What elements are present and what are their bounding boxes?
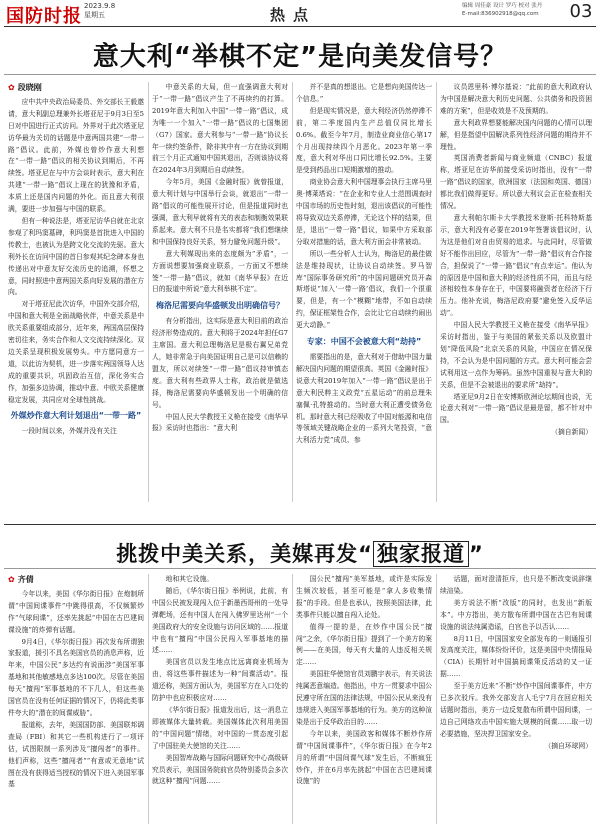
paragraph: 美国官员以发生地点比远离商业机场为由，将这些事件描述为一种“间谍活动”。报道还称，美国方面认为，美国军方在入口处的防护中也应积极应对…… (152, 658, 288, 703)
editor-credits (462, 2, 542, 18)
article1-column-3 (296, 82, 432, 502)
headline-rule (4, 74, 596, 75)
newspaper-logo: 国防时报 (6, 6, 82, 27)
paragraph: 商业协会意大利中国理事会执行主席马里奥·博莱塔说：“在企业和专业人士范围调查时中国市场的历史性时刻，退出该倡议的可能性将导致双边关系停滞，无论这个样的结果，但是，退出“一带一路”倡议，如果中方采取部分取对措施的话，意大利方面会非常被动。 (296, 178, 432, 246)
column-divider (292, 574, 293, 824)
paragraph: 美国驻华使馆官员刘鹏宇表示，有关说法纯属恶意编造。他指出，中方一贯要求中国公民遵守所在国的法律法规，中国公民从来没有违规进入美国军事基地的行为。美方的这种渲染是出于反华政治目的…… (296, 670, 432, 726)
subheading: 专家：中国不会被意大利“劫持” (306, 337, 422, 347)
article1-byline (8, 82, 144, 94)
author-mark-icon: ✿ (8, 575, 15, 584)
article2-column-2 (152, 574, 288, 824)
page-number: 03 (569, 1, 593, 22)
headline-text: 挑拨中美关系，美媒再发“ (116, 542, 373, 566)
issue-weekday: 星期五 (84, 11, 105, 19)
paragraph: 9月4日，《华尔街日报》再次发布所谓独家报道，援引不具名美国官员的消息声称，近年来，中国公民“多达约有说面涉”美国军事基地和其他敏感地点多达100次。尽管在美国每天“擅闯”军事基地的不下几人，但这些美国官员在没有任何证据的情况下，仍将此类事件夸大的“潜在的间谍威胁”。 (8, 637, 144, 717)
article1-column-2 (152, 82, 288, 502)
paragraph: 塔亚尼9月2日在安博斯欧洲论坛期间也说，无论意大利对“一带一路”倡议是最是留，都不针对中国。 (440, 392, 592, 425)
column-divider (436, 82, 437, 502)
paragraph: 《华尔街日报》报道发出后，这一消息立即被媒体大量转载。美国媒体此次利用美国的“中国问题”情绪，对中国的一贯态度引起了中国驻美大使馆的关注…… (152, 705, 288, 750)
paragraph: 中意关系的大局，但一直强调意大利对于“一带一路”倡议产生了不再续约的打算。2019年意大利加入中国“一带一路”倡议，成为唯一一个加入“一带一路”倡议的七国集团（G7）国家。意大利参与“一带一路”协议长年一续约签条件，除非其中有一方在协议到期前三个月正式通知中国其退出，否则该协议将在2024年3月到期后自动续签。 (152, 83, 288, 175)
paragraph: 报道称，去年，美国国防部、美国联邦调查局（FBI）和其它一些机构进行了一项评估，试图限制一系列涉及“擅闯者”的事件。他们声称，这些“擅闯者”“有意或无意地”试图在没有获得适当授权的情况下进入美国军事基 (8, 720, 144, 789)
paragraph: 意大利帕尔斯卡大学教授米登斯·托科特斯基示，意大利没有必要在2019年签署该倡议时，认为这是他们对自由贸易的追求。与此同时，尽管做好不能作出回应，尽管为“一带一路”倡议有合作接合，担保说了“一带一路”倡议“有点幸运”。他认为的原因是中国和意大利的经济性质不同，而且与经济相较性本身存在于，中国要将融资者在经济下行压力。他补充说，梅洛尼政府要“避免签入反华运动”。 (440, 213, 592, 318)
editor-line: 编辑 周佳豪 设计 罗巧 校对 张丹 (462, 3, 543, 9)
headline-text-end: ” (469, 542, 484, 566)
paragraph: 需要指出的是，意大利对于借助中国力量解决国内问题的期望很高。英国《金融时报》说意大利2019年加入“一带一路”倡议是出于意大利民粹主义政党“五星运动”的前总理朱塞佩·孔特推动的。当时意大利正遭受债务危机。那时意大利已经吸收了中国对能源和电信等领域关键战略企业的一系列大笔投资，“意大利活力党”成员、参 (296, 353, 432, 445)
section-title: 热点 (270, 6, 317, 24)
paragraph: 但是现实情况是，意大利经济仍然停滞不前，第二季度国内生产总值仅同比增长0.6%。截至今年7月，制造业商业信心第17个月出现持续四个月恶化。2023年第一季度，意大利对华出口同比增长92.5%。主要是受到药品出口短期激增的推动。 (296, 106, 432, 175)
paragraph: 值得一提的是，在炒作中国公民“擅闯”之余，《华尔街日报》提到了一个美方的案例——在美国，每天有大量的人违反相关规定…… (296, 622, 432, 667)
article2-column-4 (440, 574, 592, 824)
subheading: 梅洛尼需要向华盛顿发出明确信号？ (156, 301, 284, 311)
article1-headline: 意大利“举棋不定”是向美发信号？ (92, 42, 508, 72)
paragraph: 一段时间以来，外媒并没有关注 (21, 427, 117, 436)
paragraph: 但有一种说法是，塔亚尼访华自就在北京参观了利玛窦墓碑，利玛窦是首批进入中国的传教士，也被认为是跨文化交流的先驱。意大利外长在访问中国的首日参观其纪念碑本身也传递出对中意友好交流历史的追溯，怀想之意，同时照进中意两国关系向好发展的潜在方向。 (8, 216, 144, 297)
paragraph: 美国智库战略与国际问题研究中心高级研究员表示，美国国务院前官员特别委员会多次就这种“擅闯”问题…… (152, 753, 288, 786)
column-divider (436, 574, 437, 824)
issue-info (84, 2, 115, 20)
article2-source: （摘自环球网） (544, 741, 592, 750)
article2-byline (8, 574, 144, 586)
paragraph: 今年5月，美国《金融时报》就曾报道，意大利计划与中国举行会谈，就退出“一带一路”倡议的可能性展开讨论，但是报道同时也强调，意大利早就将有关的表态和制衡效果联系起来。意大利不只是名实都将“我们想继续和中国保持良好关系，努力避免问题升级”。 (152, 178, 288, 246)
paragraph: 意大利政界想要能解决国内问题的心情可以理解，但是指望中国解决系列性经济问题的期待并不理性。 (440, 118, 592, 151)
paragraph: 英国消费者新闻与商业频道（CNBC）报道称，塔亚尼在访华前接受采访时指出，没有“一带一路”倡议的国家，欧洲国家（法国和英国、德国）都比我们做得更好。所以意大利议会正在检查相关情况。 (440, 154, 592, 211)
article1-source: （摘自新闻） (551, 428, 592, 437)
paragraph: 今年以来，美国政客和媒体不断炒作所谓“中国间谍事件”，《华尔街日报》在今年2月的所谓“中国间谍气球”发生后，不断疯狂炒作，并在6月率先挑起“中国在古巴建间谍设施”的 (296, 729, 432, 786)
column-divider (292, 82, 293, 502)
paragraph: 有分析指出，这实际是意大利目前的政治经济形势造成的。意大利将于2024年担任G7主席国。意大利总理梅洛尼是极右翼兄弟党人，她非常急于向美国证明自己是可以信赖的盟友，所以对续签“一带一路”倡议持审慎态度。意大利有些政界人士称，政治就是做选择，梅洛尼需要向华盛顿发出一个明确的信号。 (152, 317, 288, 409)
article2-column-1 (8, 574, 144, 824)
paragraph: 对于塔亚尼此次访华，中国外交部介绍，中国和意大利是全面战略伙伴，中意关系是中欧关系重要组成部分，近年来，两国高层保持密切往来，务实合作和人文交流持续深化。双边关系呈现积极发展势头。中方愿同意方一道，以此访为契机，进一步落实两国领导人达成的重要共识，巩固政治互信，深化务实合作，加强多边协调，推动中意、中欧关系健康稳定发展，共同应对全球性挑战。 (8, 300, 144, 404)
issue-date: 2023.9.8 (84, 2, 116, 10)
paragraph: 至于美方近来“不断”炒作中国间谍事件，中方已多次驳斥。我外交部发言人毛宁7月在回应相关话题时指出，美方一边反复散布所谓中国间谍，一边自己网络攻击中国实施大规模的间谍……取一切必要措施，坚决捍卫国家安全。 (440, 682, 592, 738)
paragraph: 意大利媒现出来的态度颇为“矛盾”，一方面说想要加强商业联系，一方面又不想续签“一带一路”倡议，就如《南华早报》在近日的报道中所说“意大利举棋不定”。 (152, 249, 288, 294)
paragraph: 并不是真的想退出。它是想向美国传达一个信息。” (296, 83, 432, 103)
paragraph: 随后，《华尔街日报》举例说，此前，有中国公民被发现闯入位于新墨西哥州的一处导弹靶场，还有中国人在闯入佛罗里达州“一个美国政府大的安全设施与访问区域的……报道中也有“擅闯”中国公民闯入军事基地的描述…… (152, 586, 288, 655)
article-separator (4, 524, 596, 525)
paragraph: 所以一些分析人士认为，梅洛尼的最佳做法是维持现状，让协议自动续签。罗马智库“国际事务研究所”的中国问题研究员开森斯塔说“加入‘一带一路’倡议，我们一个很重要，但是，有一个“模糊”地带，不如自动续约，保证框架性合作，会比让它自动续约闹出更大动静。” (296, 249, 432, 330)
column-divider (148, 574, 149, 824)
author-name: 齐倩 (17, 575, 34, 584)
header-rule (4, 26, 596, 27)
author-mark-icon: ✿ (8, 83, 15, 92)
subheading: 外媒炒作意大利计划退出“一带一路” (10, 411, 142, 421)
paragraph: 8月11日，中国国家安全部发布的一则通报引发高度关注，媒体纷纷评价，这是美国中央情报局（CIA）长期针对中国搞间谍策反活动的又一证据…… (440, 634, 592, 679)
article2-headline (0, 538, 600, 568)
article2-column-3 (296, 574, 432, 824)
paragraph: 话题，面对澄清拒斥，也只是不断改变说辞继续渲染。 (440, 575, 592, 595)
editor-email: E-mail:836902918@qq.com (462, 11, 539, 17)
page-header (0, 0, 600, 27)
article1-column-1 (8, 82, 144, 502)
headline-rule (4, 568, 596, 569)
paragraph: 今年以来，美国《华尔街日报》在炮制所谓“中国间谍事件”中跳得很高，不仅频繁炒作“气球间谍”，还率先挑起“中国在古巴建间谍设施”的炸弹有话题。 (8, 589, 144, 634)
paragraph: 议员恩里科·博尔基说：“此前的意大利政府认为中国是解决意大利历史问题、公共债务和投资困难的方案”，但是收效是不及预期的。 (440, 83, 592, 115)
paragraph: 地和其它设施。 (165, 575, 214, 583)
paragraph: 中国人民大学教授王义桅在接受《南华早报》采访时也指出：“意大利 (152, 412, 288, 433)
article1-column-4 (440, 82, 592, 502)
paragraph: 国公民“擅闯”美军基地，或许是实际发生频次较低，甚至可能是“拿人多收集情报”的手段。但是也承认，按照美国法律，此类事件只能以擅自闯入论处。 (296, 575, 432, 619)
author-name: 段晓刚 (17, 83, 42, 92)
headline-boxed-text: 独家报道 (373, 541, 469, 567)
paragraph: 应中共中央政治局委员、外交部长王毅邀请，意大利副总理兼外长塔亚尼于9月3日至5日对中国进行正式访问。外界对于此次塔亚尼访华最为关切的话题是中意两国共建“一带一路”倡议。此前，外媒也曾炒作意大利想在“一带一路”倡议的相关协议到期后，不再续签。塔亚尼在与中方会谈时表示，意大利在共建“一带一路”倡议上现在的犹豫和矛盾，本质上还是国内问题的外化。而且意大利很满，要进一步加强与中国的联系。 (8, 97, 144, 214)
column-divider (148, 82, 149, 502)
paragraph: 美方说法不断“改版”的同时，也发出“新版本”。中方指出，美方散布所谓中国在古巴有间谍设施的说法纯属造谣，白宫也予以否认…… (440, 598, 592, 631)
paragraph: 中国人民大学教授王义桅在接受《南华早报》采访时指出，鉴于与美国的紧张关系以及欧盟计划“降低风险”北京关系的风险，中国应在情况保持，不会认为是中国问题的方式。意大利可能会尝试利用这一点作为筹码。虽然中国重视与意大利的关系，但是不会被退出的要求所“劫持”。 (440, 321, 592, 389)
